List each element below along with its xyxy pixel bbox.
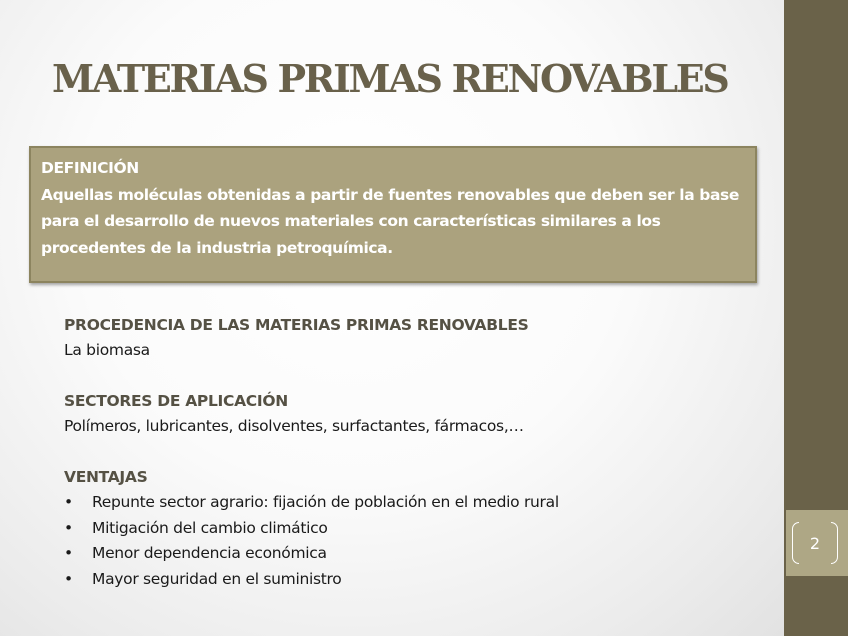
list-item-text: Repunte sector agrario: fijación de población en el medio rural — [92, 493, 559, 511]
definition-text: Aquellas moléculas obtenidas a partir de fuentes renovables que deben ser la base para el desarrollo de nuevos materiales con características similares a los procedentes de la industria petroquímica. — [41, 185, 739, 257]
page-number-text: 2 — [809, 533, 821, 553]
sectores-text: Polímeros, lubricantes, disolventes, surfactantes, fármacos,… — [64, 417, 524, 435]
spacer — [64, 363, 764, 389]
list-item — [64, 541, 764, 567]
sectores-heading: SECTORES DE APLICACIÓN — [64, 392, 288, 410]
list-item-text: Mitigación del cambio climático — [92, 518, 328, 537]
list-item — [64, 567, 764, 593]
left-brace-icon — [792, 522, 799, 564]
bullet-icon: • — [64, 544, 73, 562]
definition-heading: DEFINICIÓN — [41, 159, 139, 177]
slide-body — [64, 313, 764, 592]
list-item — [64, 490, 764, 516]
list-item-text: Menor dependencia económica — [92, 544, 327, 562]
ventajas-heading: VENTAJAS — [64, 468, 148, 486]
list-item — [64, 516, 764, 542]
page-number — [792, 522, 838, 564]
procedencia-heading: PROCEDENCIA DE LAS MATERIAS PRIMAS RENOVABLES — [64, 316, 529, 334]
bullet-icon: • — [64, 493, 73, 511]
spacer — [64, 439, 764, 465]
bullet-icon: • — [64, 518, 73, 537]
right-brace-icon — [831, 522, 838, 564]
procedencia-text: La biomasa — [64, 341, 150, 359]
bullet-icon: • — [64, 569, 73, 588]
list-item-text: Mayor seguridad en el suministro — [92, 569, 342, 588]
ventajas-list — [64, 490, 764, 592]
slide-title: MATERIAS PRIMAS RENOVABLES — [52, 56, 728, 101]
definition-box — [29, 146, 757, 283]
